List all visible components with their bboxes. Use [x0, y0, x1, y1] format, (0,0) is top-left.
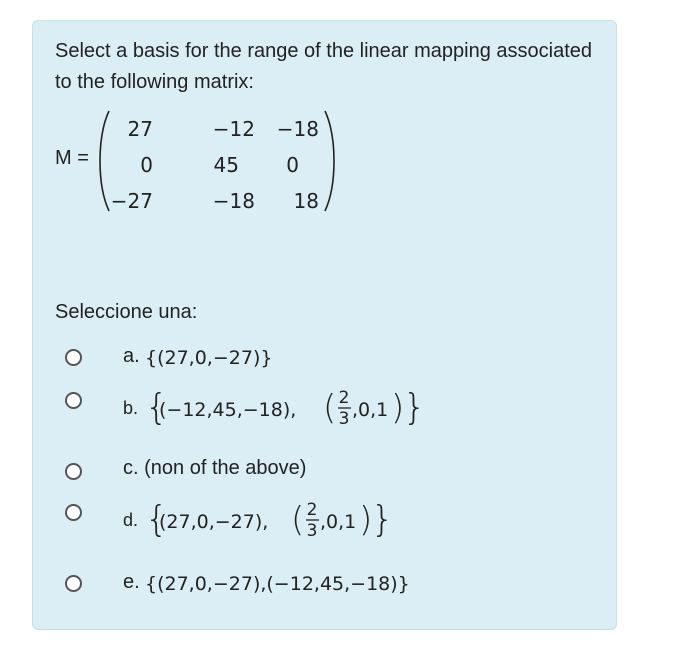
fraction-numerator: 2	[306, 500, 318, 520]
matrix-cell: 27	[127, 117, 153, 141]
question-card	[32, 20, 617, 630]
vector: (−12,45,−18),	[159, 399, 297, 421]
option-math	[145, 339, 345, 373]
matrix-cell: 0	[286, 153, 299, 177]
matrix-left-paren	[100, 111, 109, 211]
option-text	[123, 457, 306, 480]
vector-tail: ,0,1	[320, 511, 357, 533]
matrix-cell: 18	[293, 189, 319, 213]
option-letter: c.	[123, 457, 139, 479]
radio-button[interactable]	[65, 349, 82, 366]
option-math	[145, 565, 505, 599]
option-letter: e.	[123, 571, 140, 593]
radio-button[interactable]	[65, 392, 82, 409]
option-a[interactable]	[65, 339, 595, 383]
matrix-cell: −18	[276, 117, 319, 141]
brace-close: }	[371, 499, 394, 540]
fraction-denominator: 3	[338, 409, 350, 429]
matrix-cell: −12	[212, 117, 255, 141]
option-d[interactable]	[65, 493, 595, 541]
option-b[interactable]	[65, 381, 595, 429]
paren-close: )	[391, 388, 405, 428]
option-e[interactable]	[65, 565, 595, 609]
matrix-cell: 45	[213, 153, 239, 177]
select-label: Seleccione una:	[55, 301, 198, 323]
brace-open: {	[145, 387, 168, 428]
vector: (27,0,−27),	[159, 511, 269, 533]
fraction-denominator: 3	[306, 521, 318, 541]
radio-button[interactable]	[65, 575, 82, 592]
radio-button[interactable]	[65, 504, 82, 521]
brace-close: }	[403, 387, 426, 428]
option-math	[145, 493, 445, 545]
question-text: Select a basis for the range of the linear mapping associated to the following matrix:	[55, 40, 592, 93]
vector-tail: ,0,1	[352, 399, 389, 421]
matrix-cell: −27	[110, 189, 153, 213]
option-letter: b.	[123, 398, 139, 418]
option-math	[145, 381, 445, 433]
option-set: {(27,0,−27)}	[145, 347, 273, 369]
matrix-cell: 0	[140, 153, 153, 177]
option-set: {(27,0,−27),(−12,45,−18)}	[145, 573, 410, 595]
option-c[interactable]	[65, 453, 595, 497]
radio-button[interactable]	[65, 463, 82, 480]
matrix-right-paren	[325, 111, 334, 211]
matrix-label: M =	[55, 147, 89, 169]
option-label: (non of the above)	[144, 457, 307, 479]
paren-close: )	[359, 500, 373, 540]
paren-open: (	[291, 500, 305, 540]
brace-open: {	[145, 499, 168, 540]
fraction-numerator: 2	[338, 388, 350, 408]
option-letter: a.	[123, 345, 140, 367]
option-letter: d.	[123, 510, 139, 530]
matrix	[95, 109, 335, 213]
paren-open: (	[323, 388, 337, 428]
matrix-cell: −18	[212, 189, 255, 213]
